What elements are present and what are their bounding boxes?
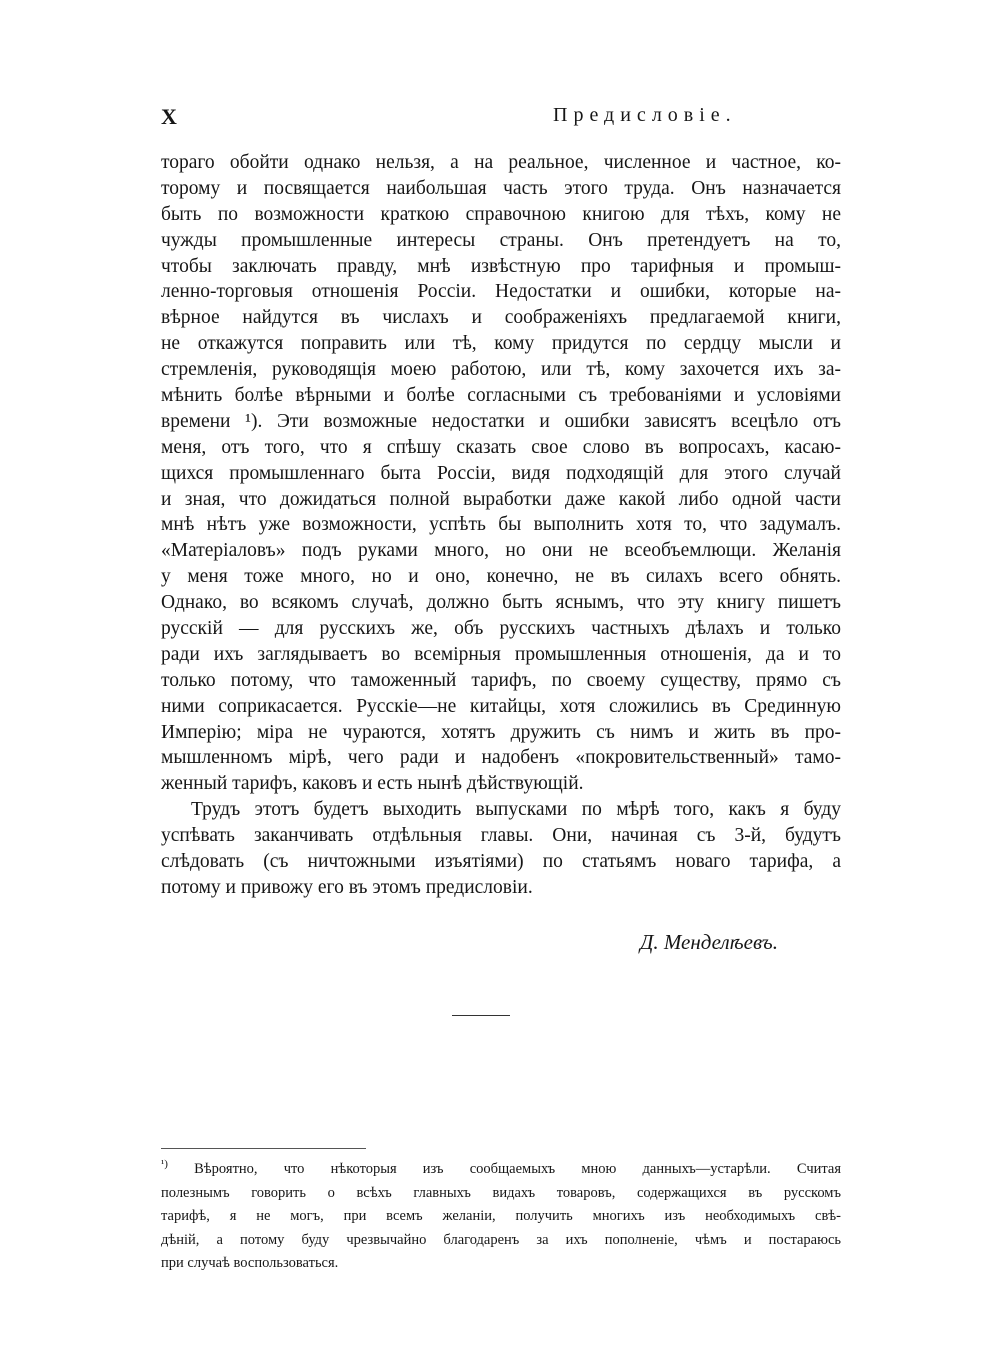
text-line: слѣдовать (съ ничтожными изъятіями) по статьямъ новаго тарифа, а [161, 851, 841, 873]
text-line: русскій — для русскихъ же, объ русскихъ частныхъ дѣлахъ и только [161, 618, 841, 640]
footnote-line: дѣній, а потому буду чрезвычайно благодаренъ за ихъ пополненіе, чѣмъ и постараюсь [161, 1231, 841, 1248]
text-line: «Матеріаловъ» подъ руками много, но они не всеобъемлющи. Желанія [161, 540, 841, 562]
text-line: тораго обойти однако нельзя, а на реальное, численное и частное, ко- [161, 152, 841, 173]
text-line: ради ихъ заглядываетъ во всемірныя промышленныя отношенія, да и то [161, 643, 841, 665]
section-end-rule [452, 1015, 510, 1016]
text-line: у меня тоже много, но и оно, конечно, не въ силахъ всего обнять. [161, 566, 841, 588]
preface-body [161, 150, 841, 901]
text-line: Трудъ этотъ будетъ выходить выпусками по мѣрѣ того, какъ я буду [191, 799, 841, 821]
footnote-line [161, 1158, 841, 1182]
footnote-mark: ¹) [161, 1158, 168, 1171]
text-line: мнѣ нѣтъ уже возможности, успѣть бы выполнить хотя то, что задумалъ. [161, 514, 841, 536]
text-line: стремленія, руководящія моею работою, или тѣ, кому захочется ихъ за- [161, 359, 841, 381]
text-line: вѣрное найдутся въ числахъ и соображеніяхъ предлагаемой книги, [161, 307, 841, 329]
footnote [161, 1158, 841, 1276]
text-line: только потому, что таможенный тарифъ, по своему существу, прямо съ [161, 669, 841, 691]
page-number: X [161, 104, 177, 129]
text-line: ними соприкасается. Русскіе—не китайцы, хотя сложились въ Срединную [161, 695, 841, 717]
text-line: не откажутся поправить или тѣ, кому придутся по сердцу мысли и [161, 333, 841, 355]
text-line: времени ¹). Эти возможные недостатки и ошибки зависятъ всецѣло отъ [161, 410, 841, 432]
text-line: щихся промышленнаго быта Россіи, видя подходящій для этого случай [161, 462, 841, 484]
text-line: Имперію; міра не чураются, хотятъ дружить съ нимъ и жить въ про- [161, 721, 841, 743]
author-signature: Д. Менделѣевъ. [640, 930, 778, 954]
text-line: женный тарифъ, каковъ и есть нынѣ дѣйствующій. [161, 773, 584, 795]
footnote-rule [161, 1148, 366, 1149]
text-line: мышленномъ мірѣ, чего ради и надобенъ «покровительственный» тамо- [161, 747, 841, 769]
text-line: успѣвать заканчивать отдѣльныя главы. Они, начиная съ 3-й, будутъ [161, 825, 841, 847]
text-line: ленно-торговыя отношенія Россіи. Недостатки и ошибки, которые на- [161, 281, 841, 303]
footnote-line: при случаѣ воспользоваться. [161, 1255, 339, 1271]
footnote-line: полезнымъ говорить о всѣхъ главныхъ видахъ товаровъ, содержащихся въ русскомъ [161, 1184, 841, 1201]
text-line: чужды промышленные интересы страны. Онъ претендуетъ на то, [161, 229, 841, 251]
running-title: Предисловіе. [553, 104, 737, 126]
text-line: меня, отъ того, что я спѣшу сказать свое слово въ вопросахъ, касаю- [161, 436, 841, 458]
text-line: потому и привожу его въ этомъ предисловіи. [161, 876, 533, 898]
text-line: мѣнить болѣе вѣрными и болѣе согласными съ требованіями и условіями [161, 385, 841, 407]
text-line: быть по возможности краткою справочною книгою для тѣхъ, кому не [161, 203, 841, 225]
text-line: чтобы заключать правду, мнѣ извѣстную про тарифныя и промыш- [161, 255, 841, 277]
text-line: торому и посвящается наибольшая часть этого труда. Онъ назначается [161, 177, 841, 199]
footnote-line: тарифѣ, я не могъ, при всемъ желаніи, получить многихъ изъ необходимыхъ свѣ- [161, 1208, 841, 1224]
page-header [161, 104, 841, 130]
footnote-text: Вѣроятно, что нѣкоторыя изъ сообщаемыхъ мною данныхъ—устарѣли. Считая [194, 1161, 841, 1177]
text-line: и зная, что дожидаться полной выработки даже какой либо одной части [161, 488, 841, 510]
text-line: Однако, во всякомъ случаѣ, должно быть яснымъ, что эту книгу пишетъ [161, 592, 841, 614]
